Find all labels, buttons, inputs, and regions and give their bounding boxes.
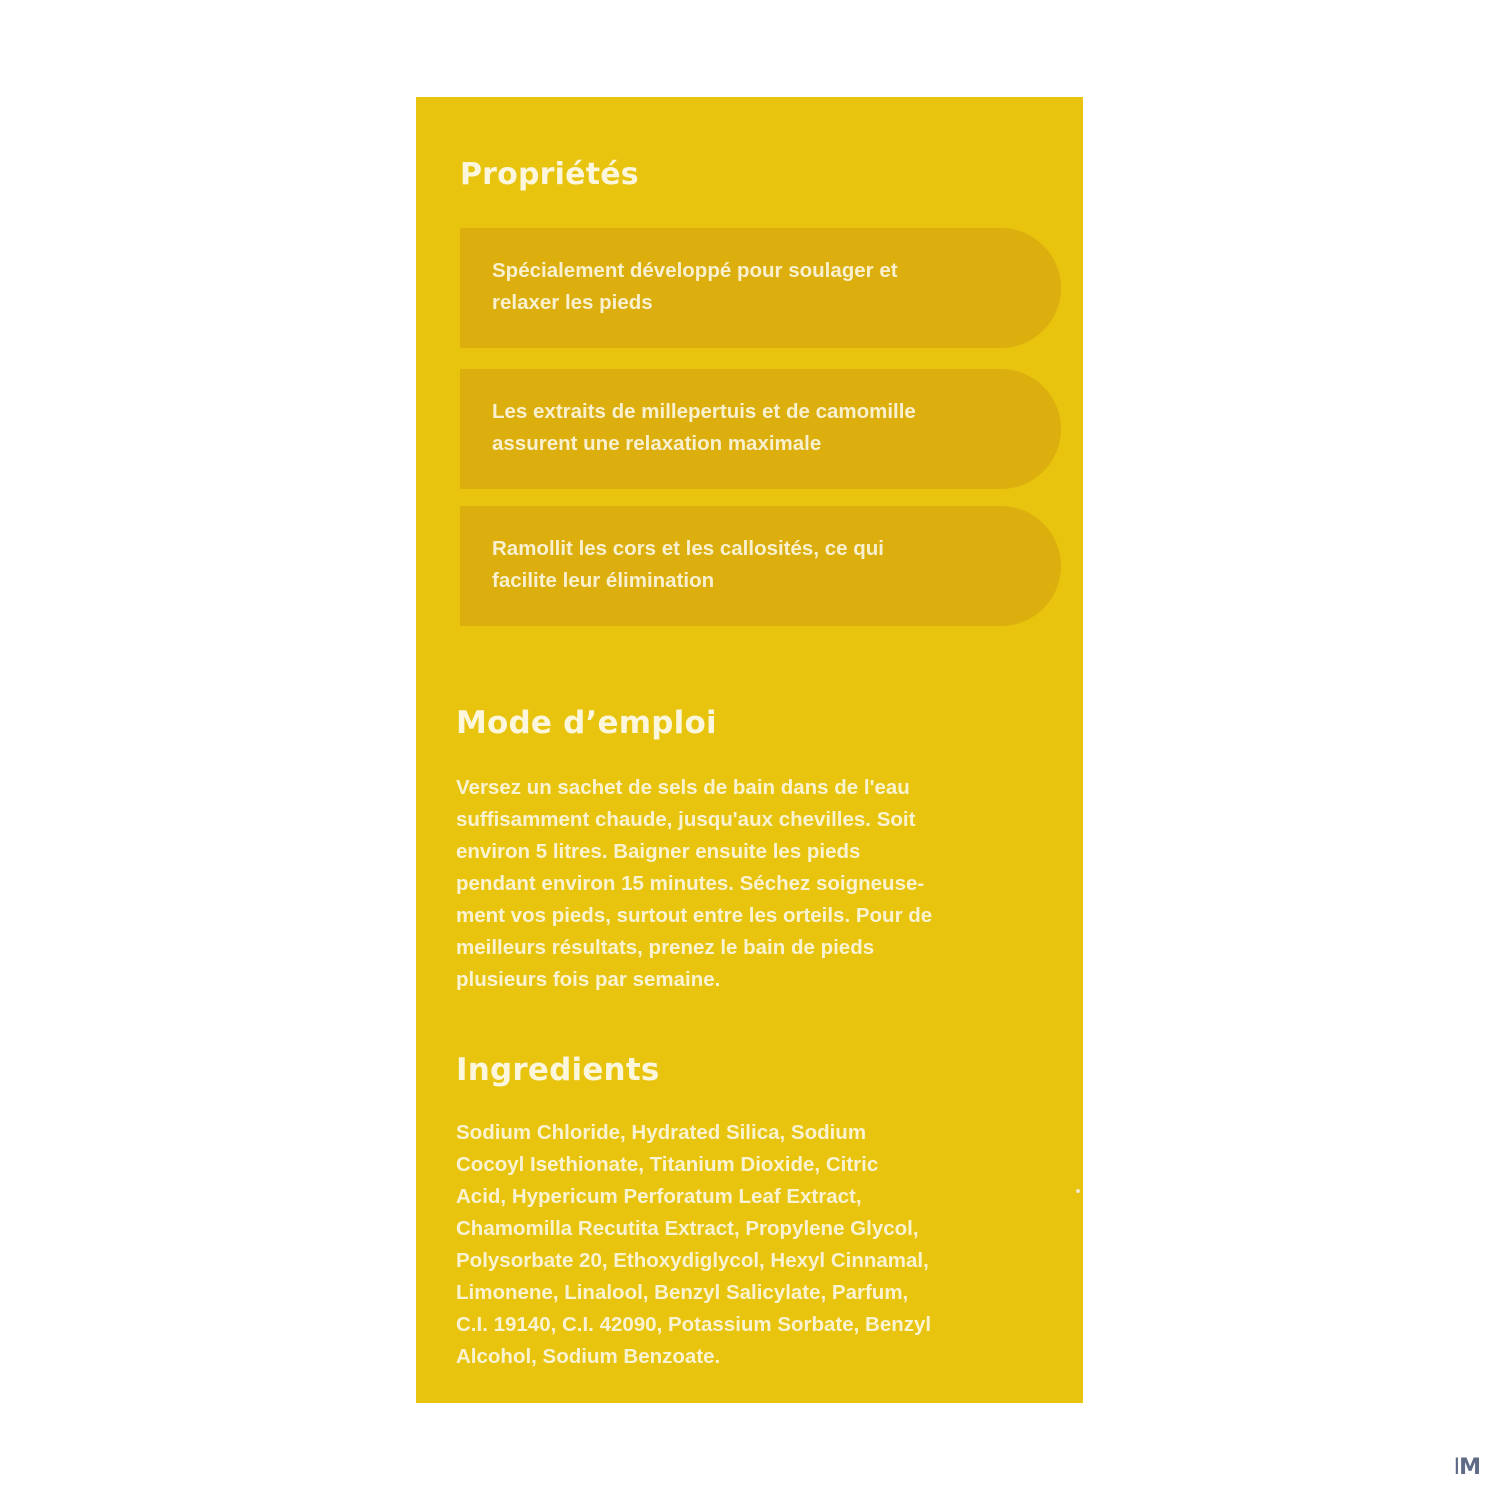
property-3-line-2: facilite leur élimination bbox=[492, 569, 715, 592]
mode-line: environ 5 litres. Baigner ensuite les pieds bbox=[456, 840, 861, 863]
property-2-line-1: Les extraits de millepertuis et de camomille bbox=[492, 400, 916, 423]
ingredients-line: Cocoyl Isethionate, Titanium Dioxide, Citric bbox=[456, 1153, 879, 1176]
ingredients-line: Chamomilla Recutita Extract, Propylene Glycol, bbox=[456, 1217, 919, 1240]
ingredients-line: Alcohol, Sodium Benzoate. bbox=[456, 1345, 721, 1368]
property-pill-1 bbox=[460, 228, 1061, 348]
mode-line: meilleurs résultats, prenez le bain de pieds bbox=[456, 936, 875, 959]
ingredients-line: Sodium Chloride, Hydrated Silica, Sodium bbox=[456, 1121, 867, 1144]
property-pill-3 bbox=[460, 506, 1061, 626]
proprietes-heading: Propriétés bbox=[460, 157, 639, 192]
watermark-logo bbox=[1454, 1455, 1480, 1480]
mode-line: pendant environ 15 minutes. Séchez soigneuse- bbox=[456, 872, 925, 895]
ingredients-line: Polysorbate 20, Ethoxydiglycol, Hexyl Cinnamal, bbox=[456, 1249, 929, 1272]
property-3-line-1: Ramollit les cors et les callosités, ce qui bbox=[492, 537, 884, 560]
ingredients-heading: Ingredients bbox=[456, 1052, 660, 1088]
mode-line: ment vos pieds, surtout entre les orteils. Pour de bbox=[456, 904, 933, 927]
mode-emploi-heading: Mode d’emploi bbox=[456, 705, 717, 741]
edge-mark bbox=[1076, 1189, 1080, 1193]
property-2-line-2: assurent une relaxation maximale bbox=[492, 432, 822, 455]
ingredients-line: C.I. 19140, C.I. 42090, Potassium Sorbate, Benzyl bbox=[456, 1313, 932, 1336]
mode-emploi-text bbox=[456, 772, 1056, 996]
ingredients-line: Limonene, Linalool, Benzyl Salicylate, Parfum, bbox=[456, 1281, 909, 1304]
property-1-line-1: Spécialement développé pour soulager et bbox=[492, 259, 898, 282]
ingredients-line: Acid, Hypericum Perforatum Leaf Extract, bbox=[456, 1185, 862, 1208]
mode-line: suffisamment chaude, jusqu'aux chevilles. Soit bbox=[456, 808, 916, 831]
watermark-right: M bbox=[1459, 1455, 1480, 1480]
property-1-line-2: relaxer les pieds bbox=[492, 291, 653, 314]
watermark-left: I bbox=[1453, 1455, 1460, 1480]
package-panel bbox=[416, 97, 1083, 1403]
mode-line: plusieurs fois par semaine. bbox=[456, 968, 721, 991]
mode-line: Versez un sachet de sels de bain dans de l'eau bbox=[456, 776, 910, 799]
ingredients-text bbox=[456, 1117, 1056, 1373]
property-pill-2 bbox=[460, 369, 1061, 489]
